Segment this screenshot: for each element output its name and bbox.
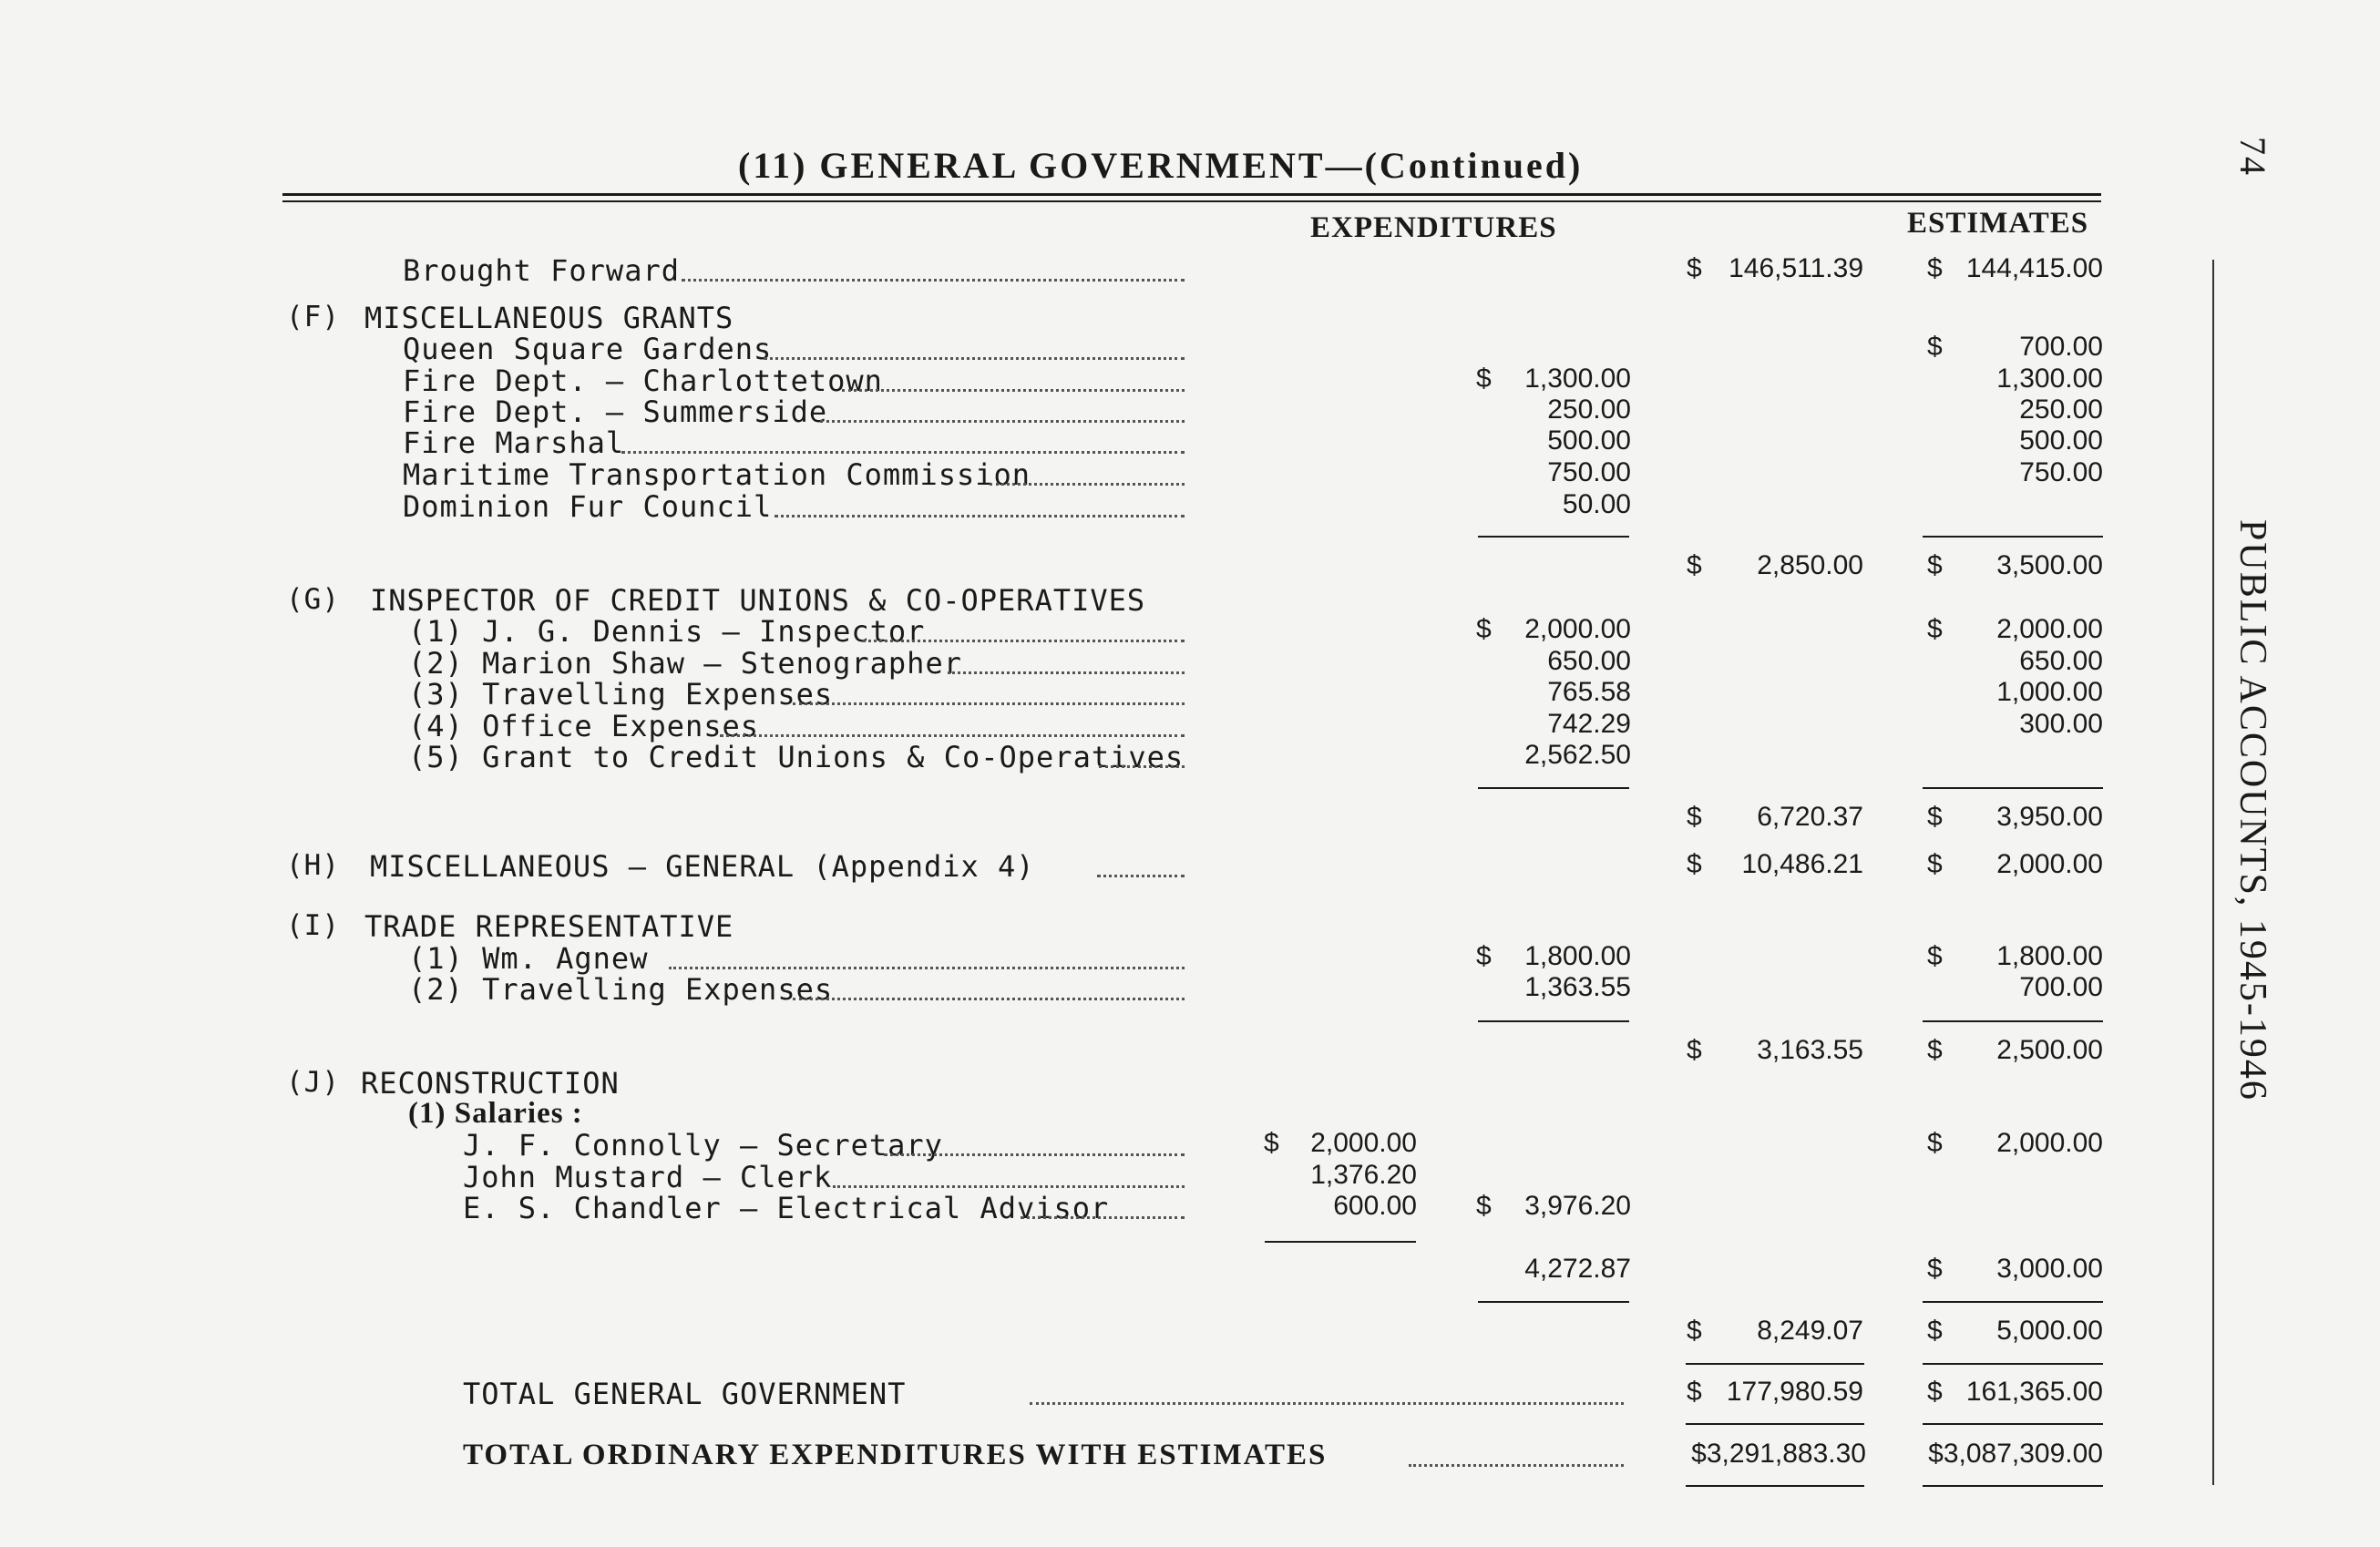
- brought-forward-label: Brought Forward: [403, 253, 680, 288]
- leader-dots: [775, 515, 1185, 517]
- item-label: Fire Marshal: [403, 425, 625, 460]
- header-rule-top: [282, 193, 2101, 196]
- section-tag: (H): [286, 849, 340, 882]
- section-total-row: [0, 802, 2380, 835]
- dollar-sign: $: [1476, 941, 1492, 971]
- page-number: 74: [2232, 137, 2273, 177]
- leader-dots: [1021, 1216, 1185, 1219]
- section-tag: (F): [286, 301, 340, 333]
- item-label: (4) Office Expenses: [408, 709, 760, 743]
- double-rule: [1923, 1485, 2103, 1487]
- leader-dots: [820, 420, 1185, 423]
- section-total-row: [0, 1316, 2380, 1348]
- item-label: Queen Square Gardens: [403, 332, 773, 366]
- total-general-government-row: [0, 1377, 2380, 1409]
- table-row: [0, 1254, 2380, 1286]
- item-estimate: 750.00: [2019, 457, 2103, 487]
- section-tag: (G): [286, 583, 340, 616]
- table-row: [0, 677, 2380, 710]
- item-amount: 2,562.50: [1524, 740, 1631, 770]
- total-label: TOTAL GENERAL GOVERNMENT: [463, 1377, 907, 1411]
- leader-dots: [948, 671, 1185, 674]
- salaries-total: 3,976.20: [1524, 1191, 1631, 1221]
- section-tag: (I): [286, 909, 340, 942]
- dollar-sign: $: [1687, 1035, 1702, 1065]
- table-row: [0, 972, 2380, 1005]
- dollar-sign: $: [1927, 1377, 1943, 1407]
- table-row: [0, 646, 2380, 679]
- leader-dots: [764, 357, 1185, 360]
- item-estimate: 700.00: [2019, 972, 2103, 1002]
- item-estimate: 1,000.00: [1996, 677, 2103, 707]
- item-estimate: 2,000.00: [1996, 614, 2103, 644]
- table-row: [0, 614, 2380, 647]
- estimates-column-heading: ESTIMATES: [1907, 207, 2089, 240]
- item-estimate: 300.00: [2019, 709, 2103, 739]
- leader-dots: [833, 1185, 1185, 1188]
- section-estimate-total: 2,000.00: [1996, 849, 2103, 879]
- section-h-row: [0, 849, 2380, 882]
- item-amount: 750.00: [1547, 457, 1631, 487]
- section-estimate-total: 3,950.00: [1996, 802, 2103, 832]
- section-j-heading: [0, 1066, 2380, 1099]
- subtotal-line: [1265, 1241, 1416, 1243]
- total-ordinary-expenditures-row: [0, 1439, 2380, 1471]
- dollar-sign: $: [1927, 1035, 1943, 1065]
- item-estimate: 650.00: [2019, 646, 2103, 676]
- item-estimate: 2,000.00: [1996, 1128, 2103, 1158]
- item-amount: 600.00: [1333, 1191, 1417, 1221]
- salaries-heading: [0, 1097, 2380, 1130]
- item-amount: 650.00: [1547, 646, 1631, 676]
- dollar-sign: $: [1687, 550, 1702, 580]
- dollar-sign: $: [1927, 1128, 1943, 1158]
- item-label: J. F. Connolly — Secretary: [463, 1128, 943, 1163]
- section-estimate-total: 2,500.00: [1996, 1035, 2103, 1065]
- section-title: TRADE REPRESENTATIVE: [364, 909, 734, 944]
- table-row: [0, 364, 2380, 396]
- section-title: RECONSTRUCTION: [361, 1066, 620, 1101]
- subtotal-line: [1923, 1020, 2103, 1022]
- item-label: E. S. Chandler — Electrical Advisor: [463, 1191, 1110, 1225]
- subtotal-line: [1478, 787, 1629, 789]
- ordinary-total: $3,291,883.30: [1691, 1439, 1866, 1469]
- section-title: INSPECTOR OF CREDIT UNIONS & CO-OPERATIVES: [370, 583, 1146, 618]
- header-rule-bottom: [282, 200, 2101, 202]
- other-estimate: 3,000.00: [1996, 1254, 2103, 1284]
- leader-dots: [720, 734, 1185, 737]
- dollar-sign: $: [1927, 550, 1943, 580]
- subtotal-line: [1478, 1020, 1629, 1022]
- item-amount: 500.00: [1547, 425, 1631, 456]
- item-estimate: 500.00: [2019, 425, 2103, 456]
- table-row: [0, 1191, 2380, 1224]
- subtotal-line: [1923, 1423, 2103, 1425]
- item-label: Fire Dept. — Summerside: [403, 394, 828, 429]
- brought-forward-row: [0, 253, 2380, 286]
- section-tag: (J): [286, 1066, 340, 1099]
- leader-dots: [682, 279, 1185, 282]
- table-row: [0, 394, 2380, 427]
- table-row: [0, 709, 2380, 742]
- item-amount: 50.00: [1562, 489, 1631, 519]
- section-f-heading: [0, 301, 2380, 333]
- dollar-sign: $: [1687, 802, 1702, 832]
- leader-dots: [1097, 875, 1185, 877]
- dollar-sign: $: [1927, 1254, 1943, 1284]
- item-label: Dominion Fur Council: [403, 489, 773, 524]
- dollar-sign: $: [1927, 253, 1943, 283]
- dollar-sign: $: [1927, 1316, 1943, 1346]
- section-total: 8,249.07: [1757, 1316, 1863, 1346]
- leader-dots: [621, 451, 1185, 454]
- dollar-sign: $: [1927, 332, 1943, 362]
- total-label: TOTAL ORDINARY EXPENDITURES WITH ESTIMATES: [463, 1439, 1328, 1471]
- ordinary-estimate: $3,087,309.00: [1928, 1439, 2103, 1469]
- salaries-label: (1) Salaries :: [408, 1097, 583, 1130]
- running-title: PUBLIC ACCOUNTS, 1945-1946: [2231, 519, 2273, 1101]
- item-label: (2) Travelling Expenses: [408, 972, 834, 1007]
- item-label: (5) Grant to Credit Unions & Co-Operatives: [408, 740, 1185, 774]
- dollar-sign: $: [1687, 1316, 1702, 1346]
- table-row: [0, 425, 2380, 458]
- subtotal-line: [1686, 1363, 1864, 1365]
- brought-forward-total: 146,511.39: [1729, 253, 1863, 283]
- item-amount: 1,363.55: [1524, 972, 1631, 1002]
- section-total: 3,163.55: [1757, 1035, 1863, 1065]
- leader-dots: [1099, 765, 1185, 768]
- item-estimate: 700.00: [2019, 332, 2103, 362]
- dollar-sign: $: [1687, 1377, 1702, 1407]
- other-amount: 4,272.87: [1524, 1254, 1631, 1284]
- dollar-sign: $: [1476, 364, 1492, 394]
- table-row: [0, 740, 2380, 773]
- general-total: 177,980.59: [1726, 1377, 1863, 1407]
- table-row: [0, 1128, 2380, 1161]
- section-total: 6,720.37: [1757, 802, 1863, 832]
- table-row: [0, 941, 2380, 974]
- section-i-heading: [0, 909, 2380, 942]
- expenditures-column-heading: EXPENDITURES: [1310, 211, 1557, 244]
- dollar-sign: $: [1927, 849, 1943, 879]
- subtotal-line: [1923, 1363, 2103, 1365]
- leader-dots: [990, 483, 1185, 486]
- leader-dots: [669, 967, 1185, 969]
- item-label: (3) Travelling Expenses: [408, 677, 834, 712]
- section-total-row: [0, 550, 2380, 583]
- leader-dots: [842, 389, 1185, 392]
- item-estimate: 1,800.00: [1996, 941, 2103, 971]
- section-g-heading: [0, 583, 2380, 616]
- table-row: [0, 1160, 2380, 1193]
- section-total: 10,486.21: [1741, 849, 1863, 879]
- table-row: [0, 489, 2380, 522]
- item-label: Fire Dept. — Charlottetown: [403, 364, 883, 398]
- leader-dots: [1409, 1464, 1624, 1467]
- section-total: 2,850.00: [1757, 550, 1863, 580]
- item-label: John Mustard — Clerk: [463, 1160, 833, 1194]
- leader-dots: [793, 998, 1185, 1000]
- dollar-sign: $: [1927, 614, 1943, 644]
- dollar-sign: $: [1687, 253, 1702, 283]
- table-row: [0, 457, 2380, 490]
- item-estimate: 1,300.00: [1996, 364, 2103, 394]
- item-amount: 250.00: [1547, 394, 1631, 425]
- section-estimate-total: 5,000.00: [1996, 1316, 2103, 1346]
- dollar-sign: $: [1476, 1191, 1492, 1221]
- item-amount: 1,300.00: [1524, 364, 1631, 394]
- subtotal-line: [1923, 536, 2103, 538]
- margin-rule: [2212, 260, 2214, 1485]
- subtotal-line: [1478, 536, 1629, 538]
- dollar-sign: $: [1927, 802, 1943, 832]
- item-amount: 1,376.20: [1310, 1160, 1417, 1190]
- leader-dots: [884, 1153, 1185, 1156]
- section-estimate-total: 3,500.00: [1996, 550, 2103, 580]
- brought-forward-estimate: 144,415.00: [1965, 253, 2103, 283]
- dollar-sign: $: [1927, 941, 1943, 971]
- dollar-sign: $: [1476, 614, 1492, 644]
- dollar-sign: $: [1264, 1128, 1279, 1158]
- section-title: MISCELLANEOUS — GENERAL (Appendix 4): [370, 849, 1035, 884]
- general-estimate: 161,365.00: [1965, 1377, 2103, 1407]
- leader-dots: [1030, 1402, 1624, 1405]
- section-title: MISCELLANEOUS GRANTS: [364, 301, 734, 335]
- item-amount: 742.29: [1547, 709, 1631, 739]
- item-label: (2) Marion Shaw — Stenographer: [408, 646, 962, 681]
- item-label: (1) J. G. Dennis — Inspector: [408, 614, 926, 649]
- subtotal-line: [1478, 1301, 1629, 1303]
- subtotal-line: [1923, 1301, 2103, 1303]
- leader-dots: [862, 640, 1185, 642]
- section-total-row: [0, 1035, 2380, 1068]
- dollar-sign: $: [1687, 849, 1702, 879]
- subtotal-line: [1686, 1423, 1864, 1425]
- table-row: [0, 332, 2380, 364]
- item-amount: 2,000.00: [1524, 614, 1631, 644]
- item-amount: 1,800.00: [1524, 941, 1631, 971]
- item-label: Maritime Transportation Commission: [403, 457, 1031, 492]
- page-title: (11) GENERAL GOVERNMENT—(Continued): [738, 145, 1584, 186]
- item-amount: 2,000.00: [1310, 1128, 1417, 1158]
- subtotal-line: [1923, 787, 2103, 789]
- leader-dots: [793, 702, 1185, 705]
- item-amount: 765.58: [1547, 677, 1631, 707]
- item-label: (1) Wm. Agnew: [408, 941, 649, 976]
- item-estimate: 250.00: [2019, 394, 2103, 425]
- double-rule: [1686, 1485, 1864, 1487]
